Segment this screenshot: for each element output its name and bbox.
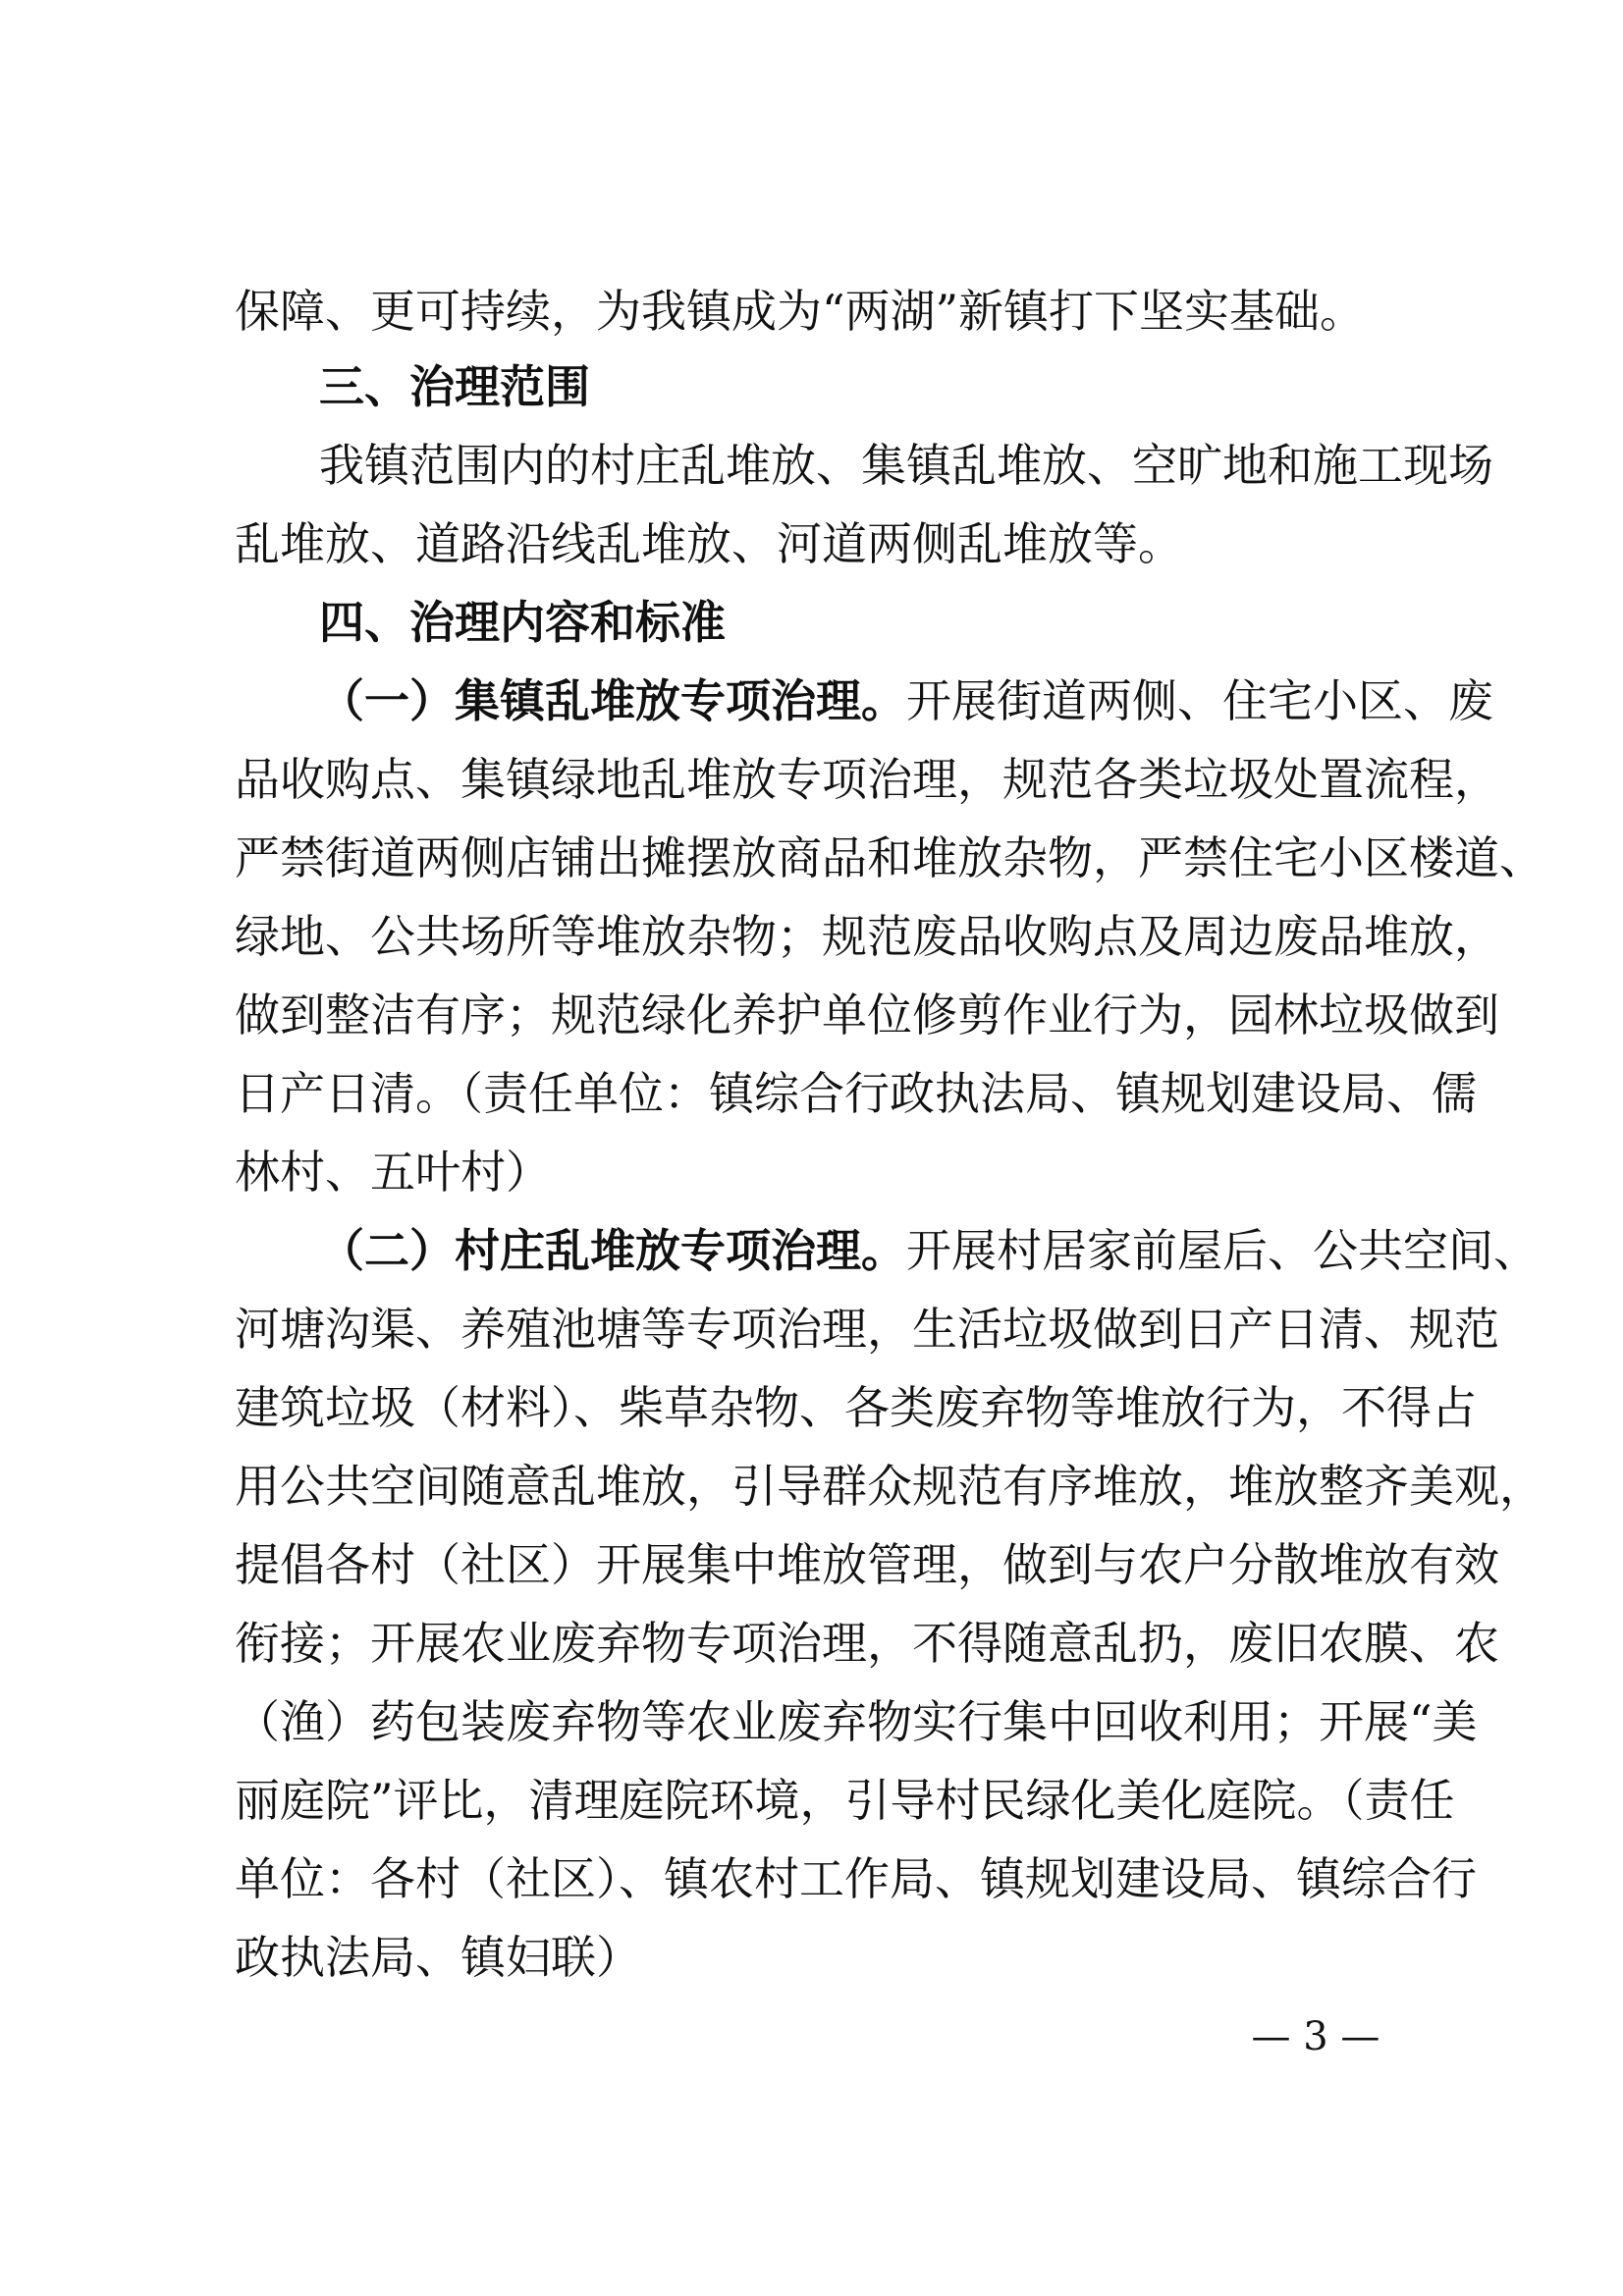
section-heading: 三、治理范围 [319, 360, 590, 413]
paragraph-line: 衔接；开展农业废弃物专项治理，不得随意乱扔，废旧农膜、农 [235, 1617, 1499, 1670]
subsection-lead: （一）集镇乱堆放专项治理。 [319, 674, 906, 727]
paragraph-line: 保障、更可持续，为我镇成为“两湖”新镇打下坚实基础。 [235, 285, 1366, 338]
paragraph-line: 河塘沟渠、养殖池塘等专项治理，生活垃圾做到日产日清、规范 [235, 1303, 1499, 1356]
paragraph-line: 林村、五叶村） [235, 1146, 551, 1199]
paragraph-line: 品收购点、集镇绿地乱堆放专项治理，规范各类垃圾处置流程， [235, 753, 1499, 806]
page-number: — 3 — [1251, 2014, 1380, 2059]
paragraph-line: 用公共空间随意乱堆放，引导群众规范有序堆放，堆放整齐美观， [235, 1460, 1544, 1513]
paragraph-line: 乱堆放、道路沿线乱堆放、河道两侧乱堆放等。 [235, 517, 1183, 570]
paragraph-line: 单位：各村（社区）、镇农村工作局、镇规划建设局、镇综合行 [235, 1852, 1477, 1905]
paragraph-line: 日产日清。（责任单位：镇综合行政执法局、镇规划建设局、儒 [235, 1067, 1477, 1120]
paragraph-line: 提倡各村（社区）开展集中堆放管理，做到与农户分散堆放有效 [235, 1538, 1499, 1591]
paragraph-line [319, 660, 1493, 742]
paragraph-line: （渔）药包装废弃物等农业废弃物实行集中回收利用；开展“美 [235, 1695, 1478, 1748]
paragraph-line: 政执法局、镇妇联） [235, 1931, 641, 1984]
paragraph-line: 我镇范围内的村庄乱堆放、集镇乱堆放、空旷地和施工现场 [319, 439, 1493, 492]
paragraph-text: 开展村居家前屋后、公共空间、 [906, 1224, 1539, 1277]
section-heading: 四、治理内容和标准 [319, 596, 726, 649]
paragraph-line: 绿地、公共场所等堆放杂物；规范废品收购点及周边废品堆放， [235, 910, 1499, 963]
paragraph-line: 做到整洁有序；规范绿化养护单位修剪作业行为，园林垃圾做到 [235, 988, 1499, 1041]
paragraph-line: 丽庭院”评比，清理庭院环境，引导村民绿化美化庭院。（责任 [235, 1774, 1455, 1827]
paragraph-line: 严禁街道两侧店铺出摊摆放商品和堆放杂物，严禁住宅小区楼道、 [235, 831, 1544, 884]
paragraph-line: 建筑垃圾（材料）、柴草杂物、各类废弃物等堆放行为，不得占 [235, 1381, 1477, 1434]
paragraph-text: 开展街道两侧、住宅小区、废 [906, 674, 1493, 727]
paragraph-line [319, 1209, 1539, 1292]
subsection-lead: （二）村庄乱堆放专项治理。 [319, 1224, 906, 1277]
